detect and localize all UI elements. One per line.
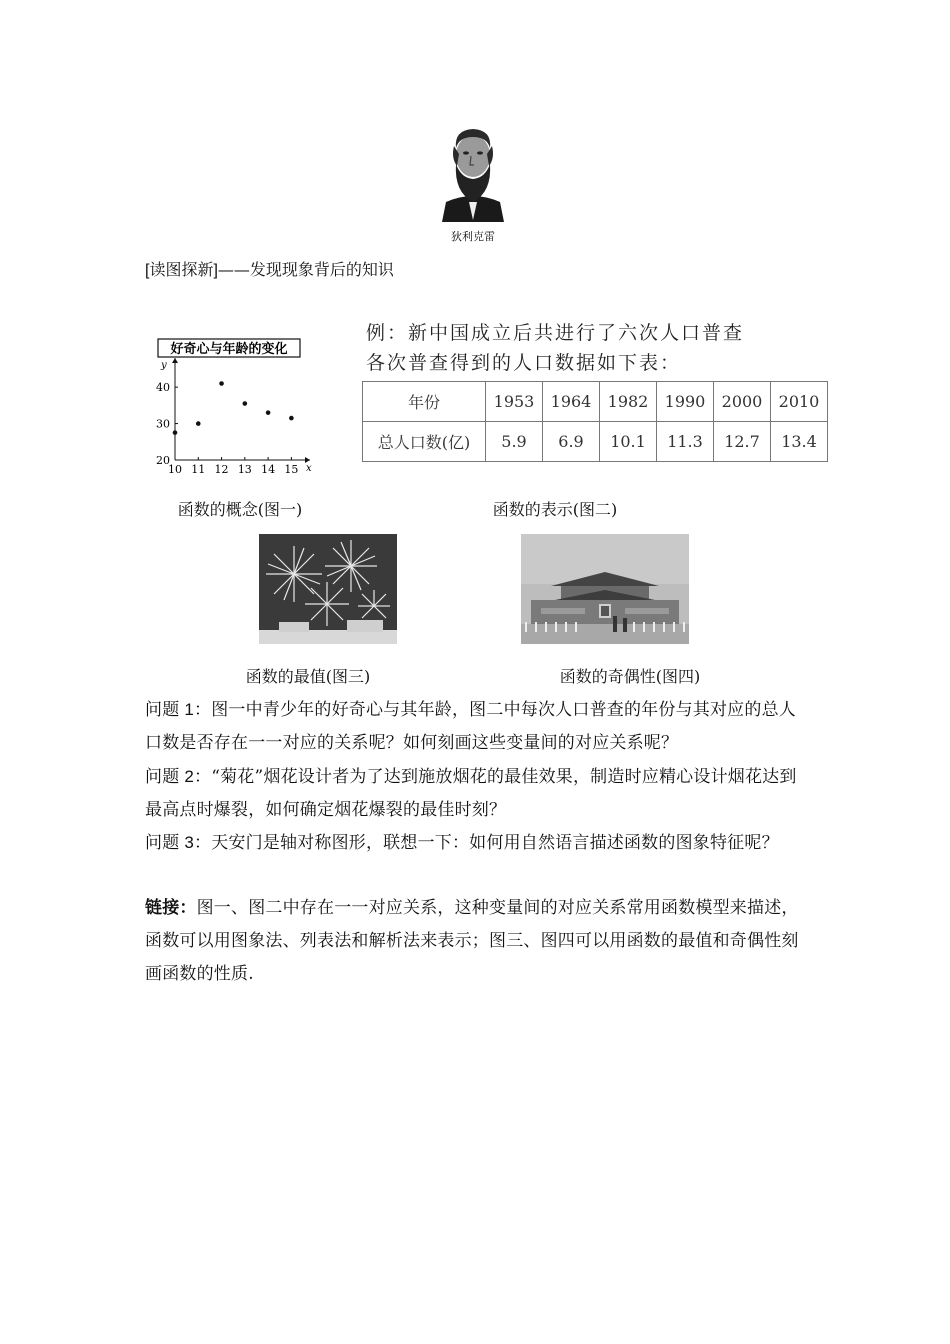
year-cell: 1982 (600, 382, 657, 422)
caption-fig2: 函数的表示(图二) (492, 500, 618, 519)
y-axis-label: y (161, 360, 167, 371)
year-cell: 2000 (714, 382, 771, 422)
population-cell: 10.1 (600, 422, 657, 462)
portrait-image (440, 124, 506, 222)
section-heading-text: ——发现现象背后的知识 (217, 260, 394, 279)
data-point (243, 401, 248, 406)
y-tick-label: 40 (156, 381, 170, 395)
population-cell: 13.4 (771, 422, 828, 462)
data-point (173, 430, 178, 435)
y-tick-label: 30 (156, 417, 170, 431)
question-3 (145, 826, 810, 860)
row-header-population: 总人口数(亿) (363, 422, 486, 462)
question-1-text: 图一中青少年的好奇心与其年龄，图二中每次人口普查的年份与其对应的总人口数是否存在一一对应的关系呢？如何刻画这些变量间的对应关系呢？ (145, 700, 796, 753)
fireworks-image (259, 534, 397, 644)
year-cell: 2010 (771, 382, 828, 422)
x-tick-label: 15 (284, 463, 299, 476)
example-line-2: 各次普查得到的人口数据如下表： (366, 352, 682, 374)
link-label: 链接： (145, 898, 197, 918)
link-paragraph (145, 892, 810, 991)
year-cell: 1964 (543, 382, 600, 422)
row-header-year: 年份 (363, 382, 486, 422)
x-tick-label: 14 (261, 463, 276, 476)
data-point (266, 410, 271, 415)
tiananmen-photo (521, 534, 689, 644)
section-heading-bracket: [读图探新] (145, 262, 218, 279)
x-tick-label: 12 (214, 463, 229, 476)
question-2 (145, 760, 810, 827)
population-cell: 5.9 (486, 422, 543, 462)
y-axis-arrow (172, 358, 178, 363)
census-example (366, 318, 744, 378)
table-row-population (363, 422, 828, 462)
chart-title: 好奇心与年龄的变化 (170, 342, 288, 357)
year-cell: 1990 (657, 382, 714, 422)
example-line-1: 例：新中国成立后共进行了六次人口普查 (366, 322, 745, 344)
question-3-label: 问题 3： (145, 833, 212, 852)
table-row-years (363, 382, 828, 422)
population-cell: 12.7 (714, 422, 771, 462)
scatter-plot (148, 336, 318, 481)
census-table-wrap (362, 381, 828, 462)
portrait-caption: 狄利克雷 (451, 230, 495, 243)
y-tick-label: 20 (156, 454, 170, 467)
x-tick-label: 11 (191, 463, 206, 476)
year-cell: 1953 (486, 382, 543, 422)
dirichlet-portrait (440, 124, 506, 222)
question-1 (145, 693, 810, 760)
question-3-text: 天安门是轴对称图形，联想一下：如何用自然语言描述函数的图象特征呢？ (211, 833, 779, 853)
data-point (219, 381, 224, 386)
question-2-label: 问题 2： (145, 767, 212, 786)
caption-fig3: 函数的最值(图三) (245, 667, 371, 686)
link-text: 图一、图二中存在一一对应关系，这种变量间的对应关系常用函数模型来描述，函数可以用图象法、列表法和解析法来表示；图三、图四可以用函数的最值和奇偶性刻画函数的性质. (145, 898, 799, 984)
question-1-label: 问题 1： (145, 700, 212, 719)
x-tick-label: 13 (237, 463, 252, 476)
population-cell: 6.9 (543, 422, 600, 462)
census-table (362, 381, 828, 462)
fireworks-photo (259, 534, 397, 644)
caption-fig1: 函数的概念(图一) (177, 500, 303, 519)
question-2-text: “菊花”烟花设计者为了达到施放烟花的最佳效果，制造时应精心设计烟花达到最高点时爆裂，如何确定烟花爆裂的最佳时刻？ (145, 767, 797, 820)
x-axis-label: x (306, 463, 312, 474)
caption-fig4: 函数的奇偶性(图四) (559, 667, 701, 686)
data-point (196, 421, 201, 426)
population-cell: 11.3 (657, 422, 714, 462)
section-heading (145, 257, 394, 280)
x-tick-label: 10 (168, 463, 182, 476)
tiananmen-image (521, 534, 689, 644)
curiosity-age-chart (148, 336, 318, 481)
data-point (289, 416, 294, 421)
